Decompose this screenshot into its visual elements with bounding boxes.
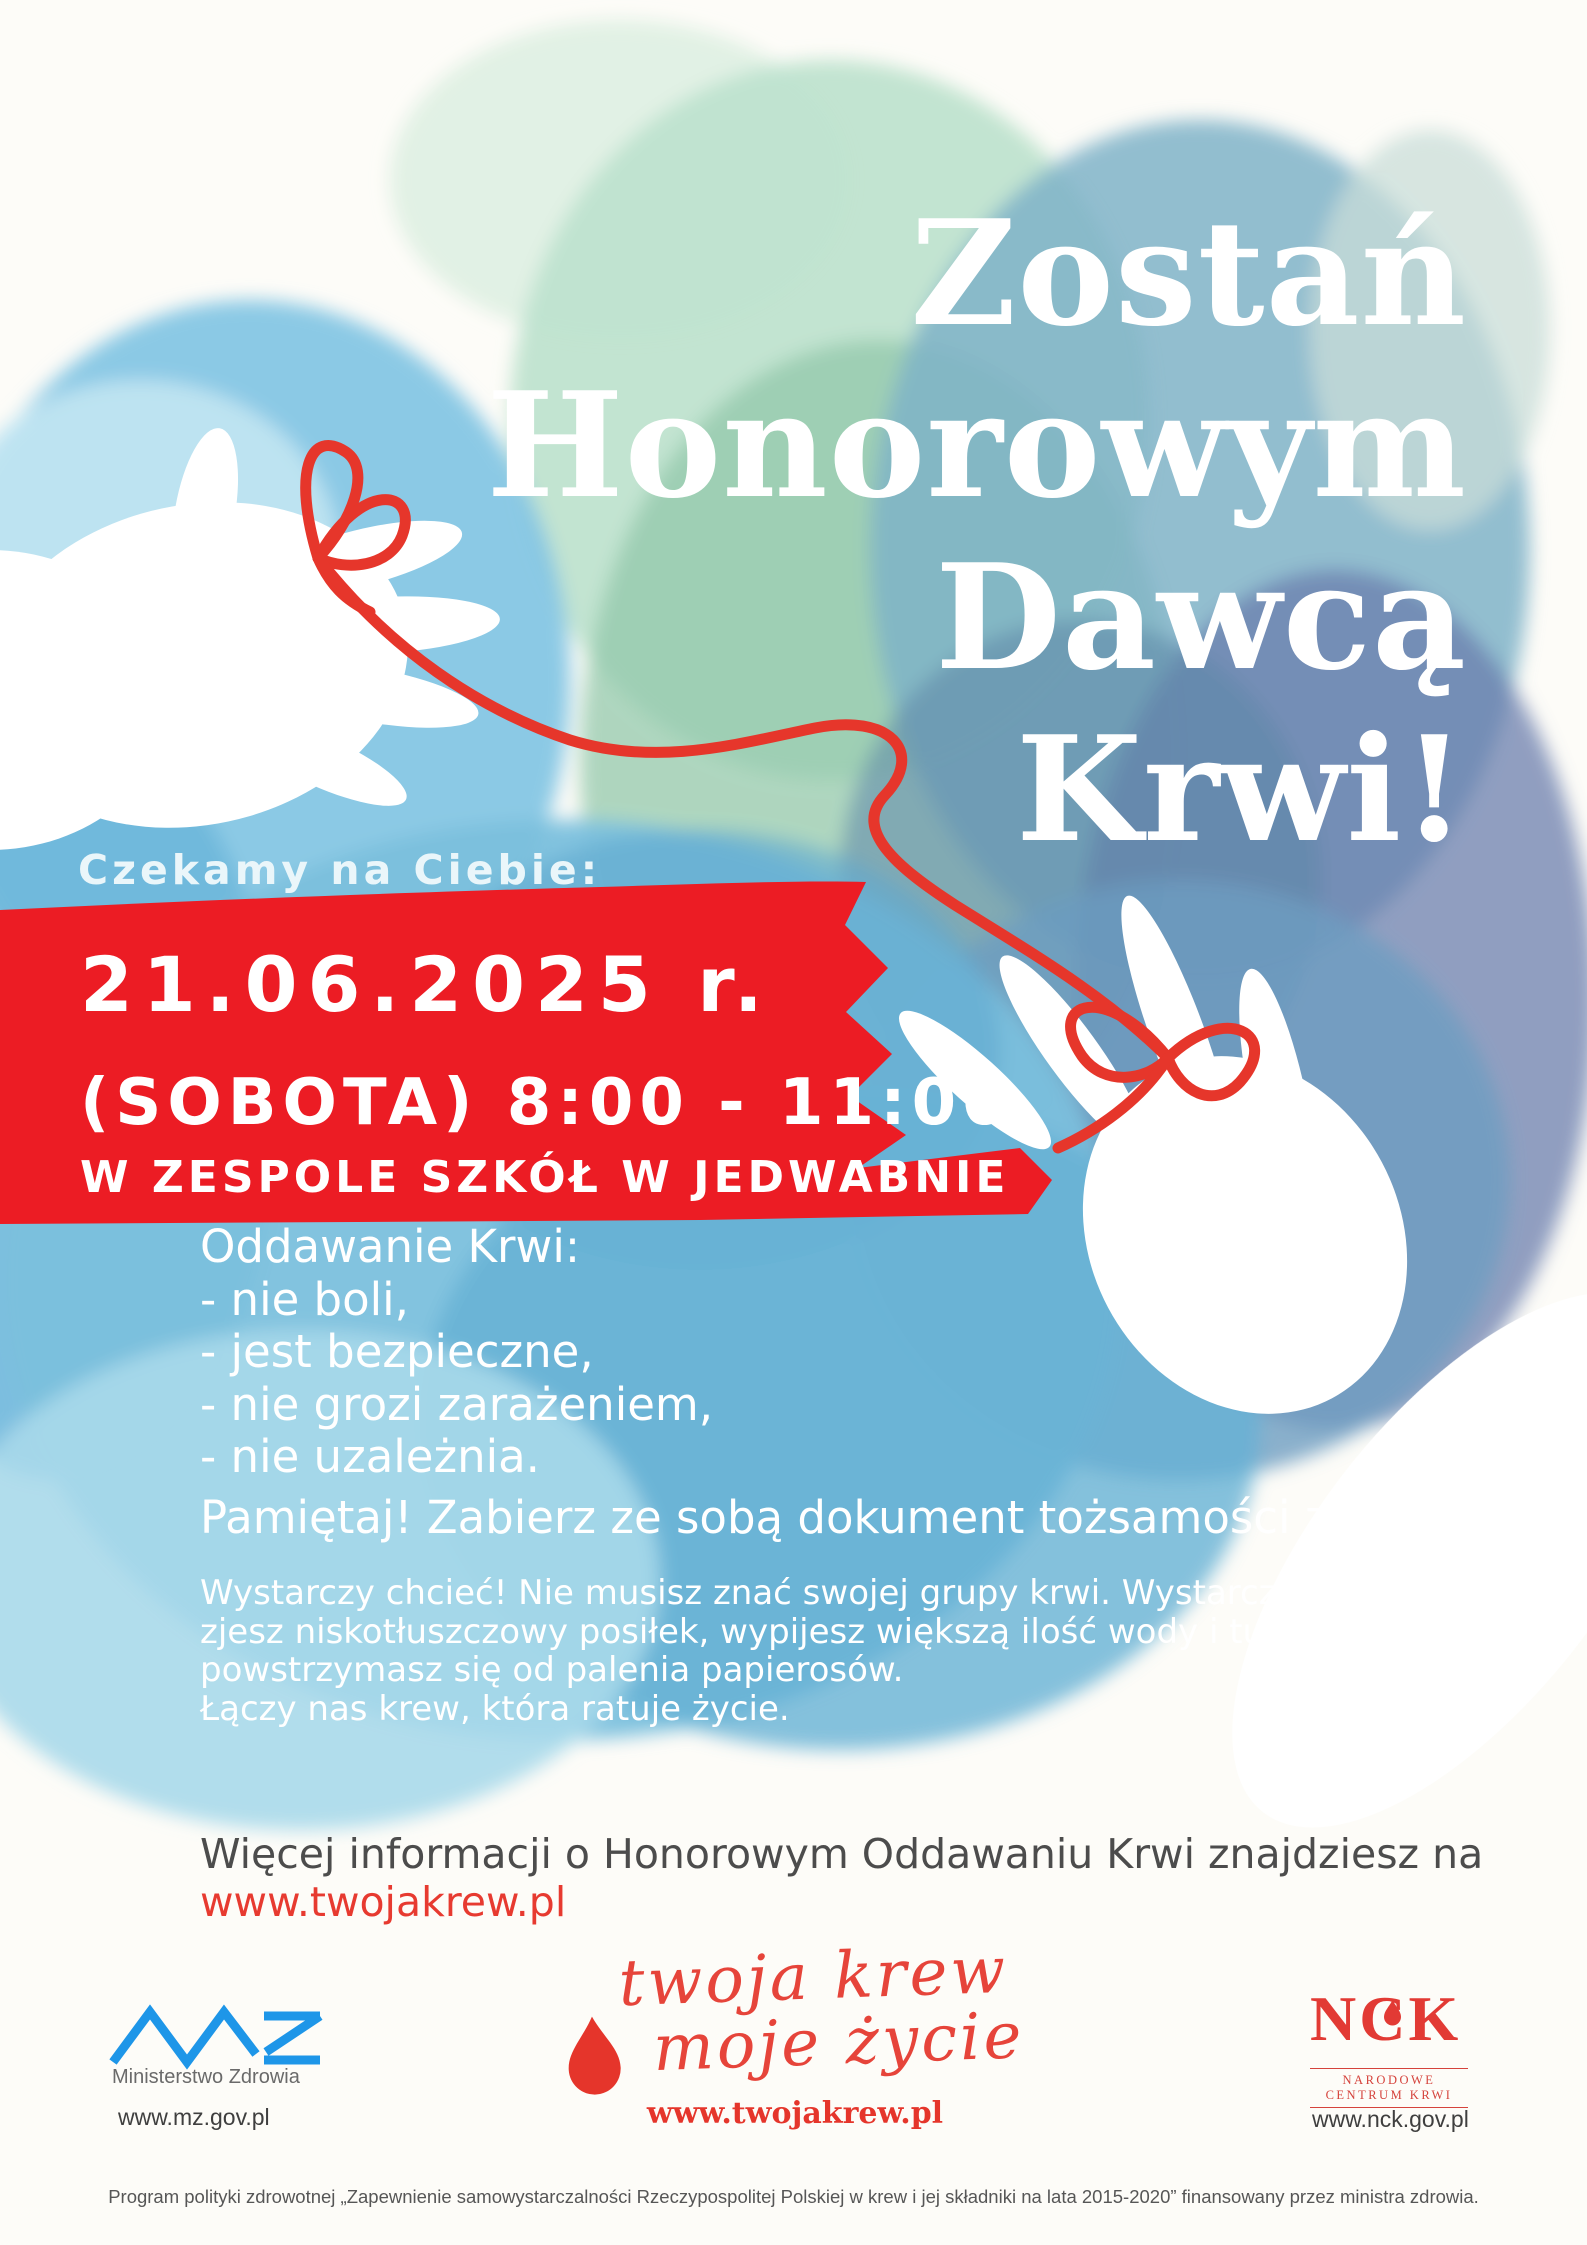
details-line: Łączy nas krew, która ratuje życie. — [200, 1689, 790, 1730]
mz-logo-caption: Ministerstwo Zdrowia — [112, 2066, 300, 2088]
twojakrew-link: www.twojakrew.pl — [200, 1878, 567, 1926]
campaign-logo-line1: twoja krew — [617, 1933, 1010, 2022]
more-info-line — [200, 1830, 1587, 1926]
more-info-text: Więcej informacji o Honorowym Oddawaniu Krwi znajdziesz na — [200, 1830, 1484, 1878]
title-line: Dawcą — [935, 533, 1467, 703]
title-line: Zostań — [910, 189, 1467, 359]
legal-note: Program polityki zdrowotnej „Zapewnienie samowystarczalności Rzeczypospolitej Polskiej w krew i jej składniki na lata 2015-2020” finansowany przez ministra zdrowia. — [108, 2186, 1479, 2207]
mz-url: www.mz.gov.pl — [118, 2104, 270, 2130]
title-line: Honorowym — [486, 361, 1467, 531]
campaign-url: www.twojakrew.pl — [646, 2096, 944, 2131]
waiting-note: Czekamy na Ciebie: — [78, 846, 602, 894]
title-line: Krwi! — [1016, 705, 1467, 875]
details-paragraph — [200, 1574, 1569, 1729]
nck-url: www.nck.gov.pl — [1312, 2106, 1469, 2132]
nck-logo-caption: NARODOWE CENTRUM KRWI — [1310, 2068, 1468, 2108]
details-line: Wystarczy chcieć! Nie musisz znać swojej grupy krwi. Wystarczy, że w tym dniu — [200, 1573, 1559, 1613]
page-title — [487, 188, 1467, 876]
event-time: (SOBOTA) 8:00 - 11:00 — [80, 1066, 1013, 1140]
list-item: - nie grozi zarażeniem, — [200, 1377, 714, 1431]
donation-info-heading: Oddawanie Krwi: — [200, 1220, 580, 1273]
nck-logo: NCK — [1310, 1983, 1462, 2054]
donation-info-list — [200, 1221, 713, 1484]
event-date: 21.06.2025 r. — [80, 940, 773, 1029]
list-item: - nie boli, — [200, 1272, 409, 1326]
event-location: W ZESPOLE SZKÓŁ W JEDWABNIE — [80, 1152, 1010, 1203]
campaign-logo — [558, 1932, 1043, 2099]
id-reminder: Pamiętaj! Zabierz ze sobą dokument tożsamości ze zdjęciem. — [200, 1491, 1586, 1544]
ministry-of-health-logo — [113, 2012, 320, 2062]
details-line: zjesz niskotłuszczowy posiłek, wypijesz większą ilość wody i tuż przed oddaniem — [200, 1611, 1570, 1652]
details-line: powstrzymasz się od palenia papierosów. — [200, 1650, 904, 1691]
list-item: - nie uzależnia. — [200, 1430, 540, 1483]
campaign-logo-line2: moje życie — [651, 1999, 1026, 2087]
list-item: - jest bezpieczne, — [200, 1325, 594, 1378]
